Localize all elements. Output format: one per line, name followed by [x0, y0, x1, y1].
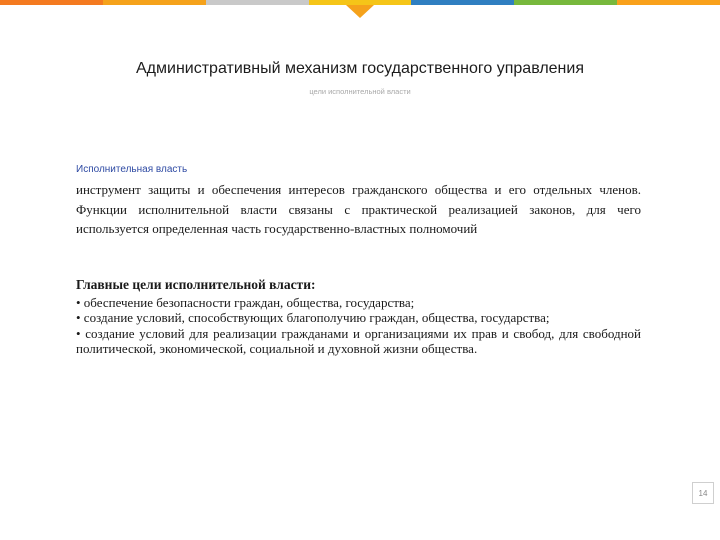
section-label: Исполнительная власть: [76, 164, 188, 175]
goals-block: [76, 277, 641, 357]
definition-text: инструмент защиты и обеспечения интересов гражданского общества и его отдельных членов. Функции исполнительной власти связаны с практической реализацией законов, для чего используется определенная часть государственно-властных полномочий: [76, 182, 641, 236]
slide-subtitle: цели исполнительной власти: [309, 87, 411, 96]
stripe-segment: [411, 0, 514, 5]
stripe-segment: [103, 0, 206, 5]
goal-item: • создание условий, способствующих благополучию граждан, общества, государства;: [76, 310, 550, 325]
stripe-segment: [617, 0, 720, 5]
page-number: 14: [692, 482, 714, 504]
goal-item: • обеспечение безопасности граждан, общества, государства;: [76, 294, 415, 310]
stripe-segment: [514, 0, 617, 5]
goal-item: • создание условий для реализации гражданами и организациями их прав и свобод, для свободной политической, экономической, социальной и духовной жизни общества.: [76, 325, 641, 356]
stripe-segment: [206, 0, 309, 5]
slide-title: Административный механизм государственного управления: [136, 60, 584, 77]
goals-heading: Главные цели исполнительной власти:: [76, 277, 316, 292]
stripe-segment: [0, 0, 103, 5]
pointer-triangle-icon: [346, 5, 374, 18]
